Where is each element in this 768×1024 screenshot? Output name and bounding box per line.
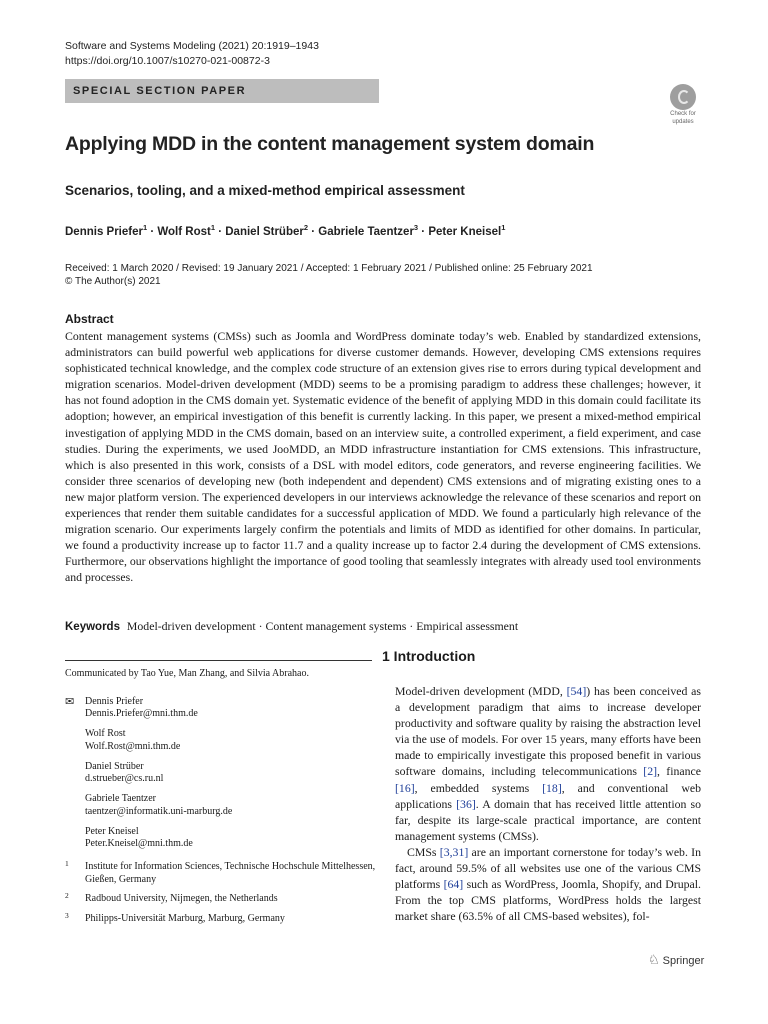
correspondence-entry (65, 793, 375, 818)
correspondent-name: Wolf Rost (85, 728, 126, 740)
author-separator: · (147, 225, 158, 238)
citation-link[interactable]: [2] (643, 764, 658, 779)
body-text: . A domain that has received little attention so far, despite its large-scale practical importance, are content management systems (CMSs). (395, 796, 701, 843)
correspondence-entry (65, 826, 375, 851)
section-heading-introduction: 1 Introduction (382, 648, 476, 664)
body-text: , and conventional web applications (395, 780, 701, 811)
author-name[interactable]: Daniel Strüber (225, 225, 304, 238)
correspondence-entry (65, 728, 375, 753)
citation-link[interactable]: [16] (395, 780, 415, 795)
abstract-heading: Abstract (65, 312, 114, 326)
introduction-body (395, 683, 701, 924)
author-list (65, 223, 505, 238)
body-text: ) has been conceived as a development paradigm that aims to increase developer productivity and software quality by raising the abstraction level via the use of models. For over 15 years, many efforts have been made to empirically investigate this proposed benefit in various software domains, including telecommunications (395, 684, 701, 779)
body-text: , finance (657, 764, 701, 779)
correspondent-name: Peter Kneisel (85, 825, 139, 837)
author-name[interactable]: Peter Kneisel (428, 225, 502, 238)
footnote-divider (65, 660, 372, 661)
publisher-logo[interactable] (648, 952, 704, 968)
author-affiliation-mark: 1 (501, 223, 506, 232)
correspondent-email[interactable]: Wolf.Rost@mni.thm.de (85, 740, 181, 752)
body-text: Model-driven development (MDD, (395, 684, 567, 698)
author-separator: · (308, 225, 319, 238)
body-text: such as WordPress, Joomla, Shopify, and Drupal. From the top CMS platforms, WordPress holds the largest market share (63.5% of all CMS-based websites), fol- (395, 877, 701, 924)
affiliation-number: 1 (65, 859, 69, 868)
doi-link[interactable]: https://doi.org/10.1007/s10270-021-00872-3 (65, 55, 270, 67)
correspondent-email[interactable]: Dennis.Priefer@mni.thm.de (85, 708, 198, 720)
citation-link[interactable]: [54] (566, 684, 587, 698)
author-separator: · (215, 225, 226, 238)
author-affiliation-mark: 3 (413, 223, 419, 232)
intro-paragraph (395, 844, 701, 924)
correspondent-name: Daniel Strüber (85, 760, 144, 772)
author-affiliation-mark: 1 (142, 223, 148, 232)
affiliation-entry (65, 861, 385, 886)
keywords-label: Keywords (65, 621, 120, 633)
author-name[interactable]: Dennis Priefer (65, 225, 143, 238)
affiliation-list (65, 861, 385, 932)
envelope-icon: ✉ (65, 696, 75, 708)
author-affiliation-mark: 1 (210, 223, 216, 232)
paper-subtitle: Scenarios, tooling, and a mixed-method empirical assessment (65, 183, 465, 198)
intro-paragraph (395, 683, 701, 844)
abstract-text: Content management systems (CMSs) such as Joomla and WordPress dominate today’s web. Enabled by standardized extensions, administrators can build powerful web applications for diverse customer demands. However, developing CMS extensions requires sophisticated technical knowledge, and the complex code structure of an extension gives rise to errors during typical development and migration scenarios. Model-driven development (MDD) seems to be a promising paradigm to address these challenges; however, it has not found adoption in the CMS domain yet. Systematic evidence of the benefit of applying MDD in this domain could facilitate its adoption; however, an empirical investigation of this benefit is currently lacking. In this paper, we present a mixed-method empirical investigation of applying MDD in the CMS domain, based on an interview suite, a controlled experiment, a field experiment, and case studies. During the experiments, we used JooMDD, an MDD infrastructure instantiation for CMS extensions. This infrastructure, which is also presented in this work, consists of a DSL with model editors, code generators, and reverse engineering facilities. We consider three scenarios of developing new (both independent and dependent) CMS extensions and of migrating existing ones to a new major platform version. The experienced developers in our interviews acknowledge the relevance of these scenarios and report on experiences that render them suitable candidates for a successful application of MDD. We found a particularly high relevance of the migration scenario. Our experiments largely confirm the potentials and limits of MDD as identified for other domains. In particular, we found a productivity increase up to factor 11.7 and a quality increase up to factor 2.4 during the development of CMS extensions. Furthermore, our observations highlight the importance of good tooling that seamlessly integrates with already used tool environments and processes. (65, 329, 701, 585)
journal-citation: Software and Systems Modeling (2021) 20:1919–1943 (65, 40, 319, 52)
body-text: , embedded systems (414, 780, 543, 795)
springer-horse-icon: ♘ (648, 952, 660, 967)
publisher-name: Springer (662, 955, 705, 967)
correspondent-name: Gabriele Taentzer (85, 793, 157, 805)
affiliation-entry (65, 893, 385, 906)
author-affiliation-mark: 2 (303, 223, 309, 232)
correspondent-name: Dennis Priefer (85, 696, 144, 707)
section-label: SPECIAL SECTION PAPER (65, 79, 379, 103)
citation-link[interactable]: [64] (443, 877, 464, 892)
correspondence-entry (65, 761, 375, 786)
communicated-by: Communicated by Tao Yue, Man Zhang, and Silvia Abrahao. (65, 668, 309, 679)
author-name[interactable]: Wolf Rost (157, 225, 211, 238)
affiliation-entry (65, 910, 385, 926)
check-for-updates-badge[interactable] (665, 84, 701, 126)
correspondent-email[interactable]: taentzer@informatik.uni-marburg.de (85, 805, 233, 817)
affiliation-text: Institute for Information Sciences, Technische Hochschule Mittelhessen, Gießen, Germany (85, 861, 376, 885)
affiliation-text: Philipps-Universität Marburg, Marburg, Germany (85, 912, 285, 924)
affiliation-number: 3 (65, 910, 69, 920)
author-name[interactable]: Gabriele Taentzer (318, 225, 414, 238)
correspondent-email[interactable]: d.strueber@cs.ru.nl (85, 773, 164, 785)
crossmark-text-1: Check for (670, 111, 696, 117)
citation-link[interactable]: [3,31] (439, 844, 469, 859)
body-text: CMSs (407, 844, 440, 859)
author-separator: · (418, 225, 429, 238)
history-dates: Received: 1 March 2020 / Revised: 19 January 2021 / Accepted: 1 February 2021 / Published online: 25 February 2021 (65, 263, 593, 274)
keywords-text: Model-driven development · Content management systems · Empirical assessment (126, 619, 519, 633)
citation-link[interactable]: [36] (456, 796, 476, 811)
crossmark-text-2: updates (672, 119, 694, 125)
correspondence-list (65, 696, 375, 858)
keywords-line (65, 619, 518, 634)
publication-dates (65, 262, 593, 288)
affiliation-text: Radboud University, Nijmegen, the Netherlands (85, 893, 278, 904)
crossmark-icon (670, 84, 696, 110)
correspondent-email[interactable]: Peter.Kneisel@mni.thm.de (85, 838, 193, 850)
affiliation-number: 2 (65, 891, 69, 900)
body-text: are an important cornerstone for today’s web. In fact, around 59.5% of all websites use one of the various CMS platforms (395, 844, 701, 892)
paper-title: Applying MDD in the content management system domain (65, 133, 595, 155)
copyright-notice: © The Author(s) 2021 (65, 276, 161, 287)
correspondence-entry (65, 696, 375, 721)
citation-link[interactable]: [18] (542, 780, 562, 795)
